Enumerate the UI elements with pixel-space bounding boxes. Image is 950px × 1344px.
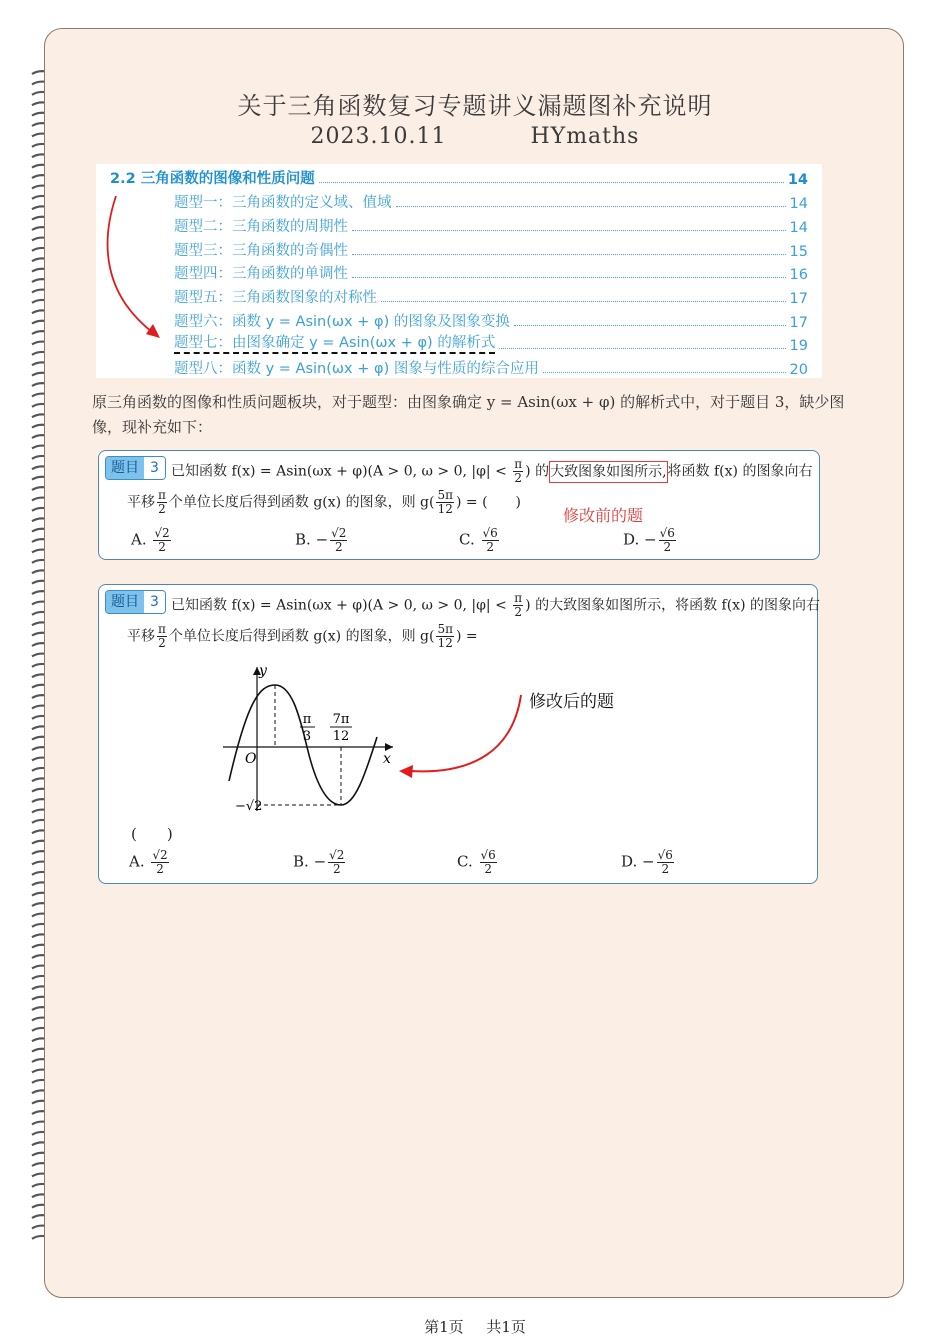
tick2-num: 7π <box>332 712 350 727</box>
sine-graph <box>219 663 399 813</box>
page-subtitle <box>0 124 950 149</box>
x-axis-label: x <box>383 751 391 767</box>
answer-paren: ( ) <box>131 825 173 843</box>
question-tag: 题目 3 <box>105 590 166 614</box>
author-text: HYmaths <box>530 124 640 149</box>
toc-row: 题型八：函数 y = Asin(ωx + φ) 图象与性质的综合应用 20 <box>174 361 808 378</box>
highlight-box: 大致图象如图所示, <box>549 461 667 483</box>
option-d: D. − $\frac{√6}{2}$ <box>623 526 675 554</box>
toc-row-highlighted: 题型七：由图象确定 y = Asin(ωx + φ) 的解析式 19 <box>174 332 808 354</box>
toc-row: 题型六：函数 y = Asin(ωx + φ) 的图象及图象变换 17 <box>174 314 808 331</box>
option-b: B. − $\frac{√2}{2}$ <box>295 526 347 554</box>
option-a: A. $\frac{√2}{2}$ <box>129 848 168 876</box>
page-total: 共1页 <box>486 1318 526 1336</box>
toc-row: 题型五：三角函数图象的对称性 17 <box>174 290 808 307</box>
before-label: 修改前的题 <box>563 506 644 525</box>
tick1-den: 3 <box>302 729 312 744</box>
tick2-den: 12 <box>332 729 350 744</box>
toc-row: 题型三：三角函数的奇偶性 15 <box>174 243 808 260</box>
toc-row: 2.2 三角函数的图像和性质问题 14 <box>110 171 808 188</box>
origin-label: O <box>245 751 257 767</box>
after-label: 修改后的题 <box>529 692 614 712</box>
question-line-1: 已知函数 f(x) = Asin(ωx + φ)(A > 0, ω > 0, |φ| < $\frac{\pi}{2}$ ) 的大致图象如图所示,将函数 f(x) 的图象向右 <box>171 457 813 485</box>
question-line-2: 平移 $\frac{\pi}{2}$ 个单位长度后得到函数 g(x) 的图象，则 g( $\frac{5\pi}{12}$ ) = ( ) <box>127 488 522 516</box>
option-d: D. − $\frac{√6}{2}$ <box>621 848 673 876</box>
option-c: C. $\frac{√6}{2}$ <box>459 526 498 554</box>
tick1-num: π <box>302 712 312 727</box>
question-before-box <box>98 450 820 560</box>
toc-row: 题型一：三角函数的定义域、值域 14 <box>174 195 808 212</box>
toc-row: 题型二：三角函数的周期性 14 <box>174 219 808 236</box>
question-tag: 题目 3 <box>105 456 166 480</box>
intro-paragraph: 原三角函数的图像和性质问题板块，对于题型：由图象确定 y = Asin(ωx + φ) 的解析式中，对于题目 3，缺少图像，现补充如下： <box>92 393 845 436</box>
date-text: 2023.10.11 <box>310 124 447 149</box>
toc-excerpt <box>96 164 822 378</box>
question-line-1: 已知函数 f(x) = Asin(ωx + φ)(A > 0, ω > 0, |φ| < $\frac{\pi}{2}$ ) 的大致图象如图所示，将函数 f(x) 的图象向右 <box>171 591 820 619</box>
question-after-box <box>98 584 818 884</box>
page-title: 关于三角函数复习专题讲义漏题图补充说明 <box>237 92 713 120</box>
red-arrow-icon <box>395 689 535 785</box>
y-axis-label: y <box>259 663 267 679</box>
ymin-label: −√2 <box>235 799 263 813</box>
page-footer <box>0 1316 950 1337</box>
toc-row: 题型四：三角函数的单调性 16 <box>174 266 808 283</box>
red-arrow-icon <box>96 164 186 354</box>
option-b: B. − $\frac{√2}{2}$ <box>293 848 345 876</box>
option-c: C. $\frac{√6}{2}$ <box>457 848 496 876</box>
option-a: A. $\frac{√2}{2}$ <box>131 526 170 554</box>
page-number: 第1页 <box>424 1318 464 1336</box>
question-line-2: 平移 $\frac{\pi}{2}$ 个单位长度后得到函数 g(x) 的图象，则 g( $\frac{5\pi}{12}$ ) = <box>127 622 478 650</box>
